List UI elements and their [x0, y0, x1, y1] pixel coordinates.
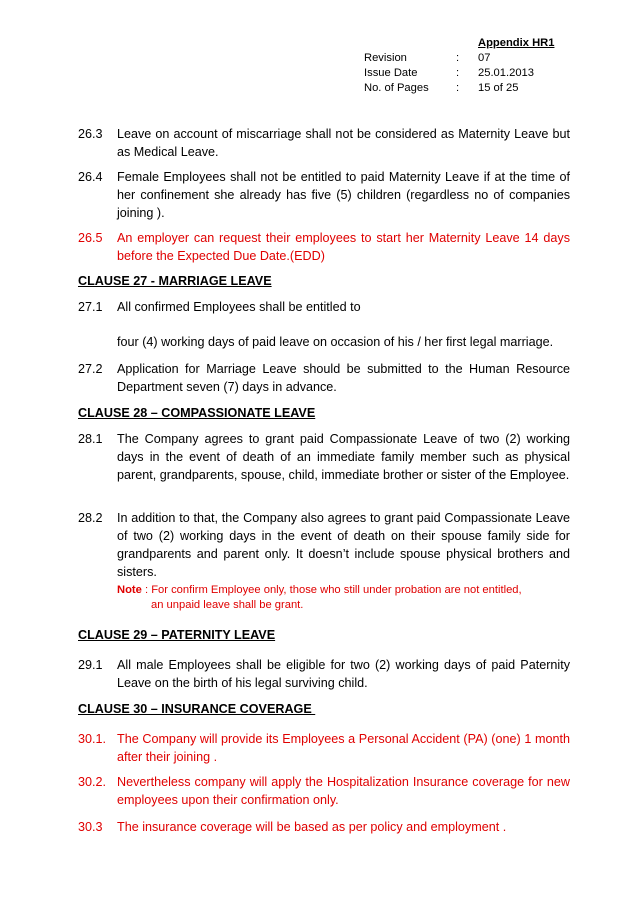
clause-27-heading: CLAUSE 27 - MARRIAGE LEAVE	[78, 274, 272, 288]
header-value: 15 of 25	[478, 82, 519, 94]
clause-30-2	[78, 773, 570, 809]
clause-27-2	[78, 360, 570, 396]
header-value: 07	[478, 52, 491, 64]
header-label: No. of Pages	[364, 82, 429, 94]
header-value: 25.01.2013	[478, 67, 534, 79]
clause-number: 30.1.	[78, 732, 107, 746]
clause-29-1	[78, 656, 570, 692]
probation-note	[117, 583, 522, 613]
clause-30-1	[78, 730, 570, 766]
clause-text	[117, 818, 570, 836]
clause-number: 28.2	[78, 511, 103, 525]
note-label: Note	[117, 584, 142, 596]
clause-text: Nevertheless company will apply the Hospitalization Insurance coverage for new employees upon their confirmation only.	[117, 775, 570, 807]
clause-text: Leave on account of miscarriage shall not be considered as Maternity Leave but as Medical Leave.	[117, 127, 570, 159]
clause-28-2	[78, 509, 570, 581]
clause-26-3	[78, 125, 570, 161]
header-sep: :	[456, 67, 460, 79]
clause-text: In addition to that, the Company also agrees to grant paid Compassionate Leave of two (2) working days in the event of death on their spouse family side for grandparents and parent only. It doesn’t include spouse physical brothers and sisters.	[117, 511, 570, 579]
clause-text: The Company will provide its Employees a Personal Accident (PA) (one) 1 month after their joining .	[117, 732, 570, 764]
header-label: Issue Date	[364, 67, 418, 79]
clause-text: All male Employees shall be eligible for two (2) working days of paid Paternity Leave on the birth of his legal surviving child.	[117, 658, 570, 690]
clause-text: The Company agrees to grant paid Compassionate Leave of two (2) working days in the event of death of an immediate family member such as physical parent, grandparents, spouse, child, immediate brother or sister of the Employee.	[117, 432, 570, 482]
clause-number: 26.3	[78, 127, 103, 141]
header-sep: :	[456, 52, 460, 64]
appendix-title: Appendix HR1	[478, 37, 555, 49]
clause-number: 29.1	[78, 658, 103, 672]
header-label: Revision	[364, 52, 407, 64]
clause-30-heading: CLAUSE 30 – INSURANCE COVERAGE	[78, 702, 316, 716]
clause-text: An employer can request their employees to start her Maternity Leave 14 days before the Expected Due Date.(EDD)	[117, 231, 570, 263]
clause-28-1	[78, 430, 570, 484]
clause-26-4	[78, 168, 570, 222]
header-row-revision	[364, 51, 564, 66]
header-row-pages	[364, 81, 564, 96]
note-text: : For confirm Employee only, those who still under probation are not entitled,	[144, 584, 522, 596]
clause-text: All confirmed Employees shall be entitled to	[117, 300, 361, 314]
clause-27-1	[78, 298, 570, 316]
clause-number: 27.2	[78, 362, 103, 376]
clause-number: 27.1	[78, 300, 103, 314]
clause-28-heading: CLAUSE 28 – COMPASSIONATE LEAVE	[78, 406, 316, 420]
clause-text: four (4) working days of paid leave on occasion of his / her first legal marriage.	[117, 335, 554, 349]
header-row-issue-date	[364, 66, 564, 81]
clause-number: 26.4	[78, 170, 103, 184]
clause-number: 28.1	[78, 432, 103, 446]
clause-text: Application for Marriage Leave should be submitted to the Human Resource Department seven (7) days in advance.	[117, 362, 570, 394]
header-sep: :	[456, 82, 460, 94]
clause-30-3	[78, 818, 570, 836]
clause-26-5	[78, 229, 570, 265]
clause-text-red: The insurance coverage will be based as per policy and employment .	[117, 820, 507, 834]
clause-number: 30.2.	[78, 775, 107, 789]
clause-27-1-continued	[78, 333, 570, 351]
note-line-2: an unpaid leave shall be grant.	[151, 599, 304, 611]
clause-number: 26.5	[78, 231, 103, 245]
clause-number: 30.3	[78, 820, 103, 834]
clause-29-heading: CLAUSE 29 – PATERNITY LEAVE	[78, 628, 276, 642]
clause-text: Female Employees shall not be entitled to paid Maternity Leave if at the time of her confinement she already has five (5) children (regardless no of companies joining ).	[117, 170, 570, 220]
note-line-1	[117, 583, 522, 598]
